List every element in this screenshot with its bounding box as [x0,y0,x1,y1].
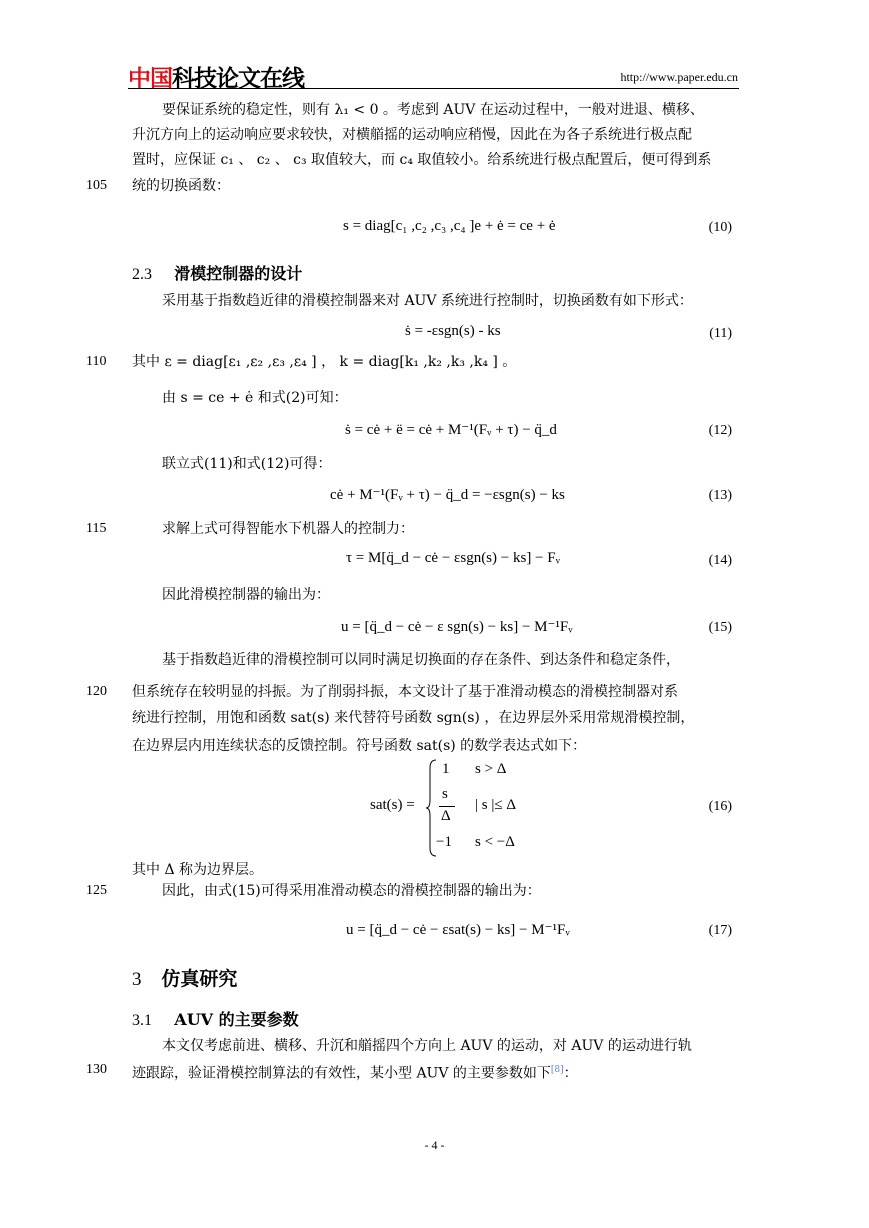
fraction-bar [439,806,455,807]
equation-15: u = [q̈_d − cė − ε sgn(s) − ks] − M⁻¹Fᵥ [341,619,573,635]
section-title: 仿真研究 [161,968,238,990]
paragraph-line: 在边界层内用连续状态的反馈控制。符号函数 sat(s) 的数学表达式如下： [132,738,587,754]
case-1-condition: s > Δ [475,761,507,777]
paragraph-line: 联立式(11)和式(12)可得： [162,456,332,472]
paragraph-line [132,1058,578,1087]
case-2-numerator: s [442,786,448,802]
section-number: 2.3 [132,266,152,283]
paragraph-line: 本文仅考虑前进、横移、升沉和艏摇四个方向上 AUV 的运动，对 AUV 的运动进行轨 [162,1038,692,1054]
paragraph-line: 置时，应保证 c₁ 、 c₂ 、 c₃ 取值较大，而 c₄ 取值较小。给系统进行极点配置后，便可得到系 [132,152,712,168]
line-number: 130 [86,1062,107,1077]
paragraph-line: 其中 Δ 称为边界层。 [132,862,264,878]
line-number: 115 [86,521,107,536]
case-2-denominator: Δ [441,808,451,824]
paragraph-line: 求解上式可得智能水下机器人的控制力： [162,521,414,537]
paragraph-line: 因此，由式(15)可得采用准滑动模态的滑模控制器的输出为： [162,883,541,899]
paragraph-line: 升沉方向上的运动响应要求较快，对横艏摇的运动响应稍慢，因此在为各子系统进行极点配 [132,127,692,143]
paragraph-line: 基于指数趋近律的滑模控制可以同时满足切换面的存在条件、到达条件和稳定条件， [162,652,680,668]
equation-number: (17) [708,923,732,938]
line-number: 125 [86,883,107,898]
equation-number: (16) [708,799,732,814]
paragraph-line: 因此滑模控制器的输出为： [162,587,330,603]
line-number: 110 [86,354,107,369]
case-1-value: 1 [442,761,450,777]
line-number: 105 [86,178,107,193]
case-3-value: −1 [436,834,452,850]
equation-10: s = diag[c₁ ,c₂ ,c₃ ,c₄ ]e + ė = ce + ė [343,218,556,234]
equation-12: ṡ = cė + ë = cė + M⁻¹(Fᵥ + τ) − q̈_d [345,422,557,438]
paragraph-line: 其中 ε = diag[ε₁ ,ε₂ ,ε₃ ,ε₄ ] ， k = diag[k₁ ,k₂ ,k₃ ,k₄ ] 。 [132,354,517,370]
paragraph-line: 但系统存在较明显的抖振。为了削弱抖振，本文设计了基于准滑动模态的滑模控制器对系 [132,684,678,700]
section-heading-3 [132,964,237,991]
equation-17: u = [q̈_d − cė − εsat(s) − ks] − M⁻¹Fᵥ [346,922,570,938]
equation-number: (11) [709,326,732,341]
equation-number: (10) [708,220,732,235]
equation-14: τ = M[q̈_d − cė − εsgn(s) − ks] − Fᵥ [346,550,561,566]
case-3-condition: s < −Δ [475,834,515,850]
page-number: - 4 - [424,1138,445,1152]
equation-number: (15) [708,620,732,635]
equation-number: (14) [708,553,732,568]
paragraph-line: 采用基于指数趋近律的滑模控制器来对 AUV 系统进行控制时，切换函数有如下形式： [162,293,693,309]
equation-13: cė + M⁻¹(Fᵥ + τ) − q̈_d = −εsgn(s) − ks [330,487,565,503]
equation-16-lhs: sat(s) = [370,797,415,813]
section-heading-2-3 [132,261,302,284]
header-url[interactable]: http://www.paper.edu.cn [620,70,738,84]
section-title: 滑模控制器的设计 [174,264,303,283]
section-number: 3 [132,969,142,990]
equation-number: (12) [708,423,732,438]
header-rule [128,88,739,89]
paragraph-punct: ： [563,1065,578,1082]
paragraph-line: 统进行控制，用饱和函数 sat(s) 来代替符号函数 sgn(s) ，在边界层外采用常规滑模控制， [132,710,695,726]
case-2-condition: | s |≤ Δ [475,797,516,813]
equation-11: ṡ = -εsgn(s) - ks [405,323,501,339]
equation-number: (13) [708,488,732,503]
line-number: 120 [86,684,107,699]
section-number: 3.1 [132,1012,152,1029]
section-heading-3-1 [132,1007,299,1030]
section-title: AUV 的主要参数 [174,1010,299,1029]
paragraph-line: 统的切换函数： [132,178,230,194]
paragraph-line: 要保证系统的稳定性，则有 λ₁ < 0 。考虑到 AUV 在运动过程中，一般对进退、横移、 [162,102,704,118]
paragraph-text: 迹跟踪，验证滑模控制算法的有效性，某小型 AUV 的主要参数如下 [132,1065,551,1082]
logo-red-text: 中国 [128,66,172,92]
logo-black-text: 科技论文在线 [172,66,304,92]
paragraph-line: 由 s = ce + ė 和式(2)可知： [162,390,348,406]
citation-link[interactable]: [8] [550,1065,564,1075]
